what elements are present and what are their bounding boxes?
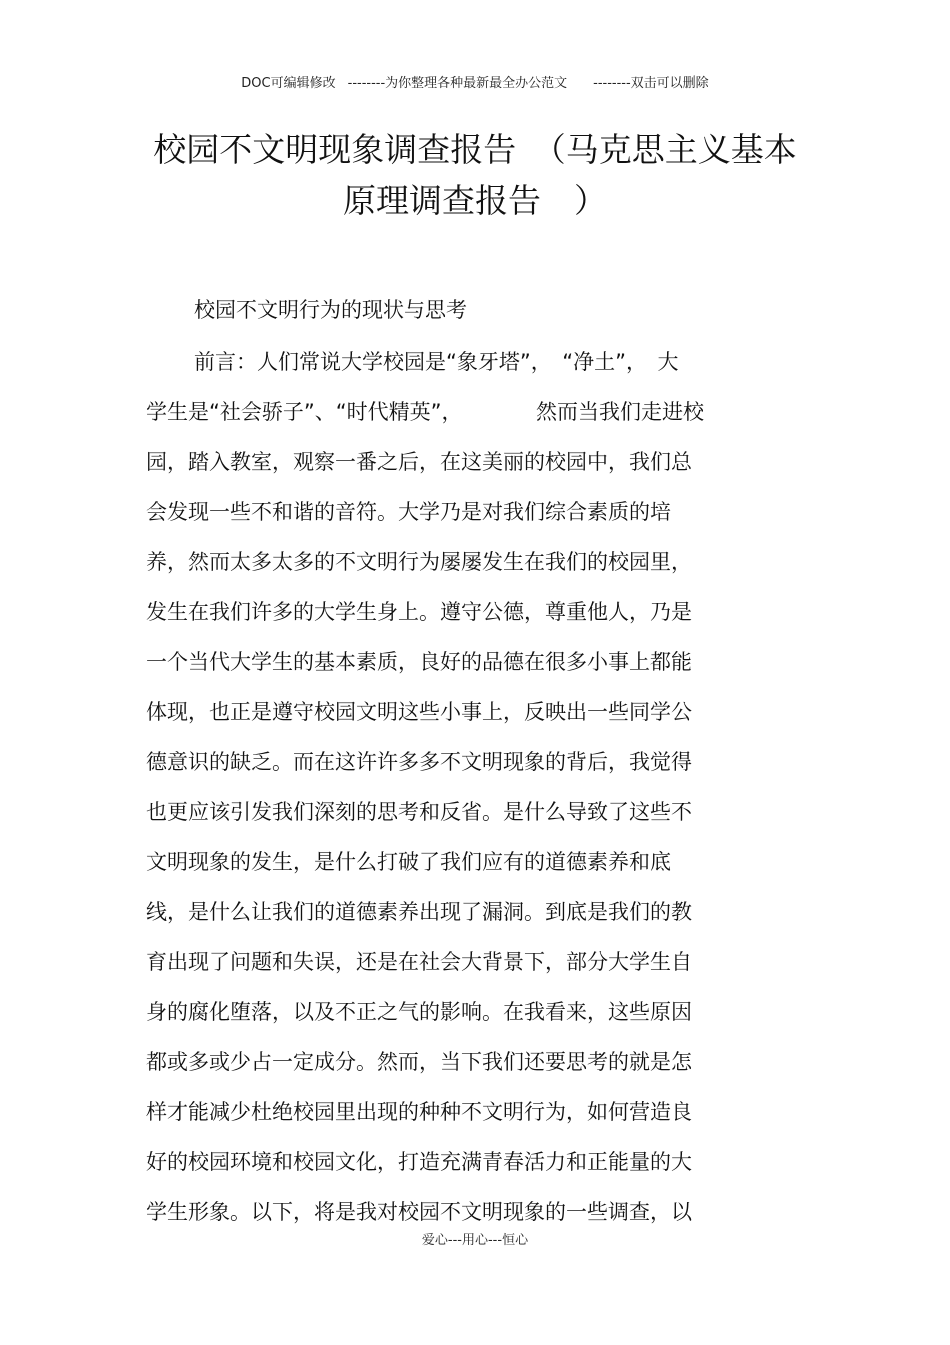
document-title-line-2: 原理调查报告 ） xyxy=(343,181,607,220)
page-header xyxy=(0,72,950,91)
paragraph-line: 德意识的缺乏。而在这许许多多不文明现象的背后，我觉得 xyxy=(146,750,692,774)
paragraph-line: 也更应该引发我们深刻的思考和反省。是什么导致了这些不 xyxy=(146,800,692,824)
paragraph-line: 会发现一些不和谐的音符。大学乃是对我们综合素质的培 xyxy=(146,500,671,524)
paragraph-line: 前言：人们常说大学校园是“象牙塔”， “净土”， 大 xyxy=(194,350,679,374)
paragraph-line: 发生在我们许多的大学生身上。遵守公德，尊重他人，乃是 xyxy=(146,600,692,624)
paragraph-line: 一个当代大学生的基本素质，良好的品德在很多小事上都能 xyxy=(146,650,692,674)
header-description: --------为你整理各种最新最全办公范文 xyxy=(347,76,568,91)
paragraph-line: 文明现象的发生，是什么打破了我们应有的道德素养和底 xyxy=(146,850,671,874)
paragraph-line: 样才能减少杜绝校园里出现的种种不文明行为，如何营造良 xyxy=(146,1100,692,1124)
paragraph-line: 养，然而太多太多的不文明行为屡屡发生在我们的校园里， xyxy=(146,550,692,574)
paragraph-line: 都或多或少占一定成分。然而，当下我们还要思考的就是怎 xyxy=(146,1050,692,1074)
paragraph-line: 学生是“社会骄子”、“时代精英”， 然而当我们走进校 xyxy=(146,400,705,424)
header-delete-hint: --------双击可以删除 xyxy=(593,76,709,91)
paragraph-line: 好的校园环境和校园文化，打造充满青春活力和正能量的大 xyxy=(146,1150,692,1174)
section-subtitle: 校园不文明行为的现状与思考 xyxy=(194,298,467,322)
document-title-line-1: 校园不文明现象调查报告 （马克思主义基本 xyxy=(153,130,797,169)
page-footer: 爱心---用心---恒心 xyxy=(421,1233,529,1248)
paragraph-line: 育出现了问题和失误，还是在社会大背景下，部分大学生自 xyxy=(146,950,692,974)
paragraph-line: 线，是什么让我们的道德素养出现了漏洞。到底是我们的教 xyxy=(146,900,692,924)
paragraph-line: 园，踏入教室，观察一番之后，在这美丽的校园中，我们总 xyxy=(146,450,692,474)
header-doc-label: DOC可编辑修改 xyxy=(241,76,336,91)
paragraph-line: 体现，也正是遵守校园文明这些小事上，反映出一些同学公 xyxy=(146,700,692,724)
paragraph-line: 身的腐化堕落，以及不正之气的影响。在我看来，这些原因 xyxy=(146,1000,692,1024)
paragraph-line: 学生形象。以下，将是我对校园不文明现象的一些调查，以 xyxy=(146,1200,692,1224)
